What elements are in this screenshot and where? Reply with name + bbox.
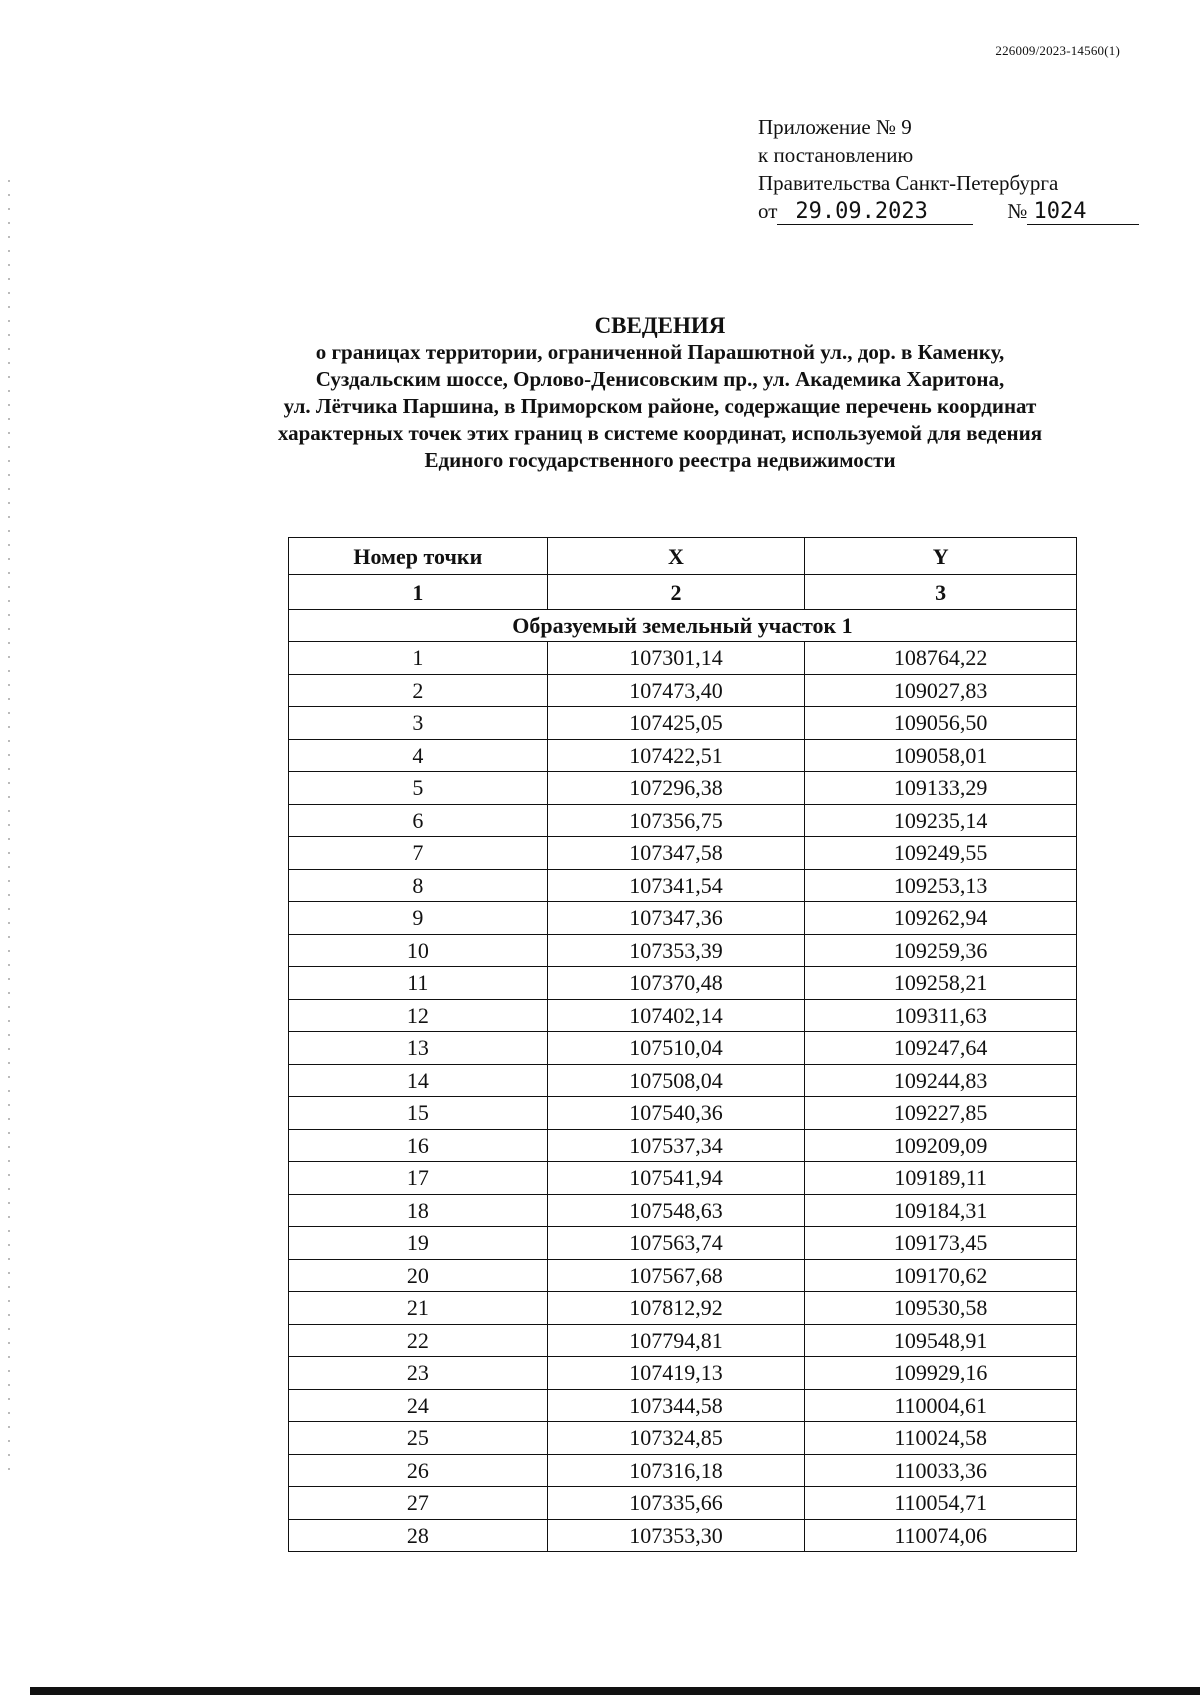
- appendix-block: [758, 113, 1139, 225]
- y-coordinate-cell: 109247,64: [805, 1032, 1077, 1065]
- resolution-number: 1024: [1027, 200, 1139, 225]
- y-coordinate-cell: 109244,83: [805, 1064, 1077, 1097]
- appendix-line-1: Приложение № 9: [758, 115, 912, 139]
- y-coordinate-cell: 109184,31: [805, 1194, 1077, 1227]
- point-number-cell: 6: [289, 804, 548, 837]
- x-coordinate-cell: 107347,58: [547, 837, 805, 870]
- point-number-cell: 5: [289, 772, 548, 805]
- y-coordinate-cell: 109056,50: [805, 707, 1077, 740]
- y-coordinate-cell: 109258,21: [805, 967, 1077, 1000]
- x-coordinate-cell: 107563,74: [547, 1227, 805, 1260]
- table-header-row: [289, 538, 1077, 575]
- table-row: [289, 707, 1077, 740]
- resolution-date: 29.09.2023: [777, 200, 973, 225]
- coordinates-table: [288, 537, 1077, 1552]
- section-row: [289, 610, 1077, 642]
- table-row: [289, 642, 1077, 675]
- table-row: [289, 967, 1077, 1000]
- point-number-cell: 12: [289, 999, 548, 1032]
- y-coordinate-cell: 109133,29: [805, 772, 1077, 805]
- x-coordinate-cell: 107794,81: [547, 1324, 805, 1357]
- number-label: №: [1007, 199, 1028, 223]
- point-number-cell: 23: [289, 1357, 548, 1390]
- table-row: [289, 1292, 1077, 1325]
- point-number-cell: 26: [289, 1454, 548, 1487]
- point-number-cell: 19: [289, 1227, 548, 1260]
- from-label: от: [758, 199, 778, 223]
- y-coordinate-cell: 110054,71: [805, 1487, 1077, 1520]
- table-row: [289, 1519, 1077, 1552]
- point-number-cell: 20: [289, 1259, 548, 1292]
- x-coordinate-cell: 107353,30: [547, 1519, 805, 1552]
- table-row: [289, 837, 1077, 870]
- table-row: [289, 1357, 1077, 1390]
- y-coordinate-cell: 109058,01: [805, 739, 1077, 772]
- point-number-cell: 21: [289, 1292, 548, 1325]
- y-coordinate-cell: 109249,55: [805, 837, 1077, 870]
- y-coordinate-cell: 109548,91: [805, 1324, 1077, 1357]
- table-row: [289, 999, 1077, 1032]
- x-coordinate-cell: 107548,63: [547, 1194, 805, 1227]
- x-coordinate-cell: 107341,54: [547, 869, 805, 902]
- x-coordinate-cell: 107425,05: [547, 707, 805, 740]
- heading-line-5: Единого государственного реестра недвижимости: [424, 448, 896, 472]
- table-row: [289, 902, 1077, 935]
- y-coordinate-cell: 109530,58: [805, 1292, 1077, 1325]
- table-row: [289, 869, 1077, 902]
- point-number-cell: 24: [289, 1389, 548, 1422]
- column-number-1: 1: [289, 575, 548, 610]
- point-number-cell: 27: [289, 1487, 548, 1520]
- heading-line-1: о границах территории, ограниченной Парашютной ул., дор. в Каменку,: [315, 340, 1005, 364]
- appendix-line-2: к постановлению: [758, 143, 914, 167]
- y-coordinate-cell: 109259,36: [805, 934, 1077, 967]
- x-coordinate-cell: 107296,38: [547, 772, 805, 805]
- section-title: Образуемый земельный участок 1: [289, 610, 1077, 642]
- point-number-cell: 10: [289, 934, 548, 967]
- x-coordinate-cell: 107540,36: [547, 1097, 805, 1130]
- column-number-2: 2: [547, 575, 805, 610]
- table-body: [289, 642, 1077, 1552]
- x-coordinate-cell: 107537,34: [547, 1129, 805, 1162]
- point-number-cell: 22: [289, 1324, 548, 1357]
- y-coordinate-cell: 109170,62: [805, 1259, 1077, 1292]
- y-coordinate-cell: 109253,13: [805, 869, 1077, 902]
- heading-title: СВЕДЕНИЯ: [594, 313, 726, 338]
- x-coordinate-cell: 107473,40: [547, 674, 805, 707]
- table-row: [289, 1487, 1077, 1520]
- heading-line-2: Суздальским шоссе, Орлово-Денисовским пр., ул. Академика Харитона,: [315, 367, 1005, 391]
- x-coordinate-cell: 107324,85: [547, 1422, 805, 1455]
- y-coordinate-cell: 109262,94: [805, 902, 1077, 935]
- y-coordinate-cell: 109227,85: [805, 1097, 1077, 1130]
- heading-line-4: характерных точек этих границ в системе координат, используемой для ведения: [277, 421, 1043, 445]
- x-coordinate-cell: 107344,58: [547, 1389, 805, 1422]
- x-coordinate-cell: 107356,75: [547, 804, 805, 837]
- scan-bottom-edge: [30, 1687, 1200, 1695]
- x-coordinate-cell: 107812,92: [547, 1292, 805, 1325]
- y-coordinate-cell: 109189,11: [805, 1162, 1077, 1195]
- table-row: [289, 772, 1077, 805]
- column-number-row: [289, 575, 1077, 610]
- point-number-cell: 8: [289, 869, 548, 902]
- point-number-cell: 9: [289, 902, 548, 935]
- table-row: [289, 1064, 1077, 1097]
- point-number-cell: 17: [289, 1162, 548, 1195]
- heading-line-3: ул. Лётчика Паршина, в Приморском районе, содержащие перечень координат: [283, 394, 1037, 418]
- table-row: [289, 1422, 1077, 1455]
- point-number-cell: 25: [289, 1422, 548, 1455]
- point-number-cell: 15: [289, 1097, 548, 1130]
- point-number-cell: 3: [289, 707, 548, 740]
- header-y: Y: [805, 538, 1077, 575]
- header-point-number: Номер точки: [289, 538, 548, 575]
- table-row: [289, 1227, 1077, 1260]
- table-row: [289, 1194, 1077, 1227]
- x-coordinate-cell: 107316,18: [547, 1454, 805, 1487]
- y-coordinate-cell: 109235,14: [805, 804, 1077, 837]
- x-coordinate-cell: 107419,13: [547, 1357, 805, 1390]
- table-row: [289, 1454, 1077, 1487]
- point-number-cell: 2: [289, 674, 548, 707]
- y-coordinate-cell: 110004,61: [805, 1389, 1077, 1422]
- table-row: [289, 674, 1077, 707]
- table-row: [289, 804, 1077, 837]
- table-row: [289, 1097, 1077, 1130]
- x-coordinate-cell: 107567,68: [547, 1259, 805, 1292]
- point-number-cell: 16: [289, 1129, 548, 1162]
- point-number-cell: 11: [289, 967, 548, 1000]
- y-coordinate-cell: 109929,16: [805, 1357, 1077, 1390]
- table-row: [289, 1129, 1077, 1162]
- x-coordinate-cell: 107402,14: [547, 999, 805, 1032]
- point-number-cell: 13: [289, 1032, 548, 1065]
- x-coordinate-cell: 107510,04: [547, 1032, 805, 1065]
- x-coordinate-cell: 107508,04: [547, 1064, 805, 1097]
- table-row: [289, 1324, 1077, 1357]
- y-coordinate-cell: 109311,63: [805, 999, 1077, 1032]
- document-id: 226009/2023-14560(1): [995, 43, 1120, 58]
- y-coordinate-cell: 110024,58: [805, 1422, 1077, 1455]
- x-coordinate-cell: 107353,39: [547, 934, 805, 967]
- y-coordinate-cell: 108764,22: [805, 642, 1077, 675]
- x-coordinate-cell: 107347,36: [547, 902, 805, 935]
- table-row: [289, 1259, 1077, 1292]
- x-coordinate-cell: 107370,48: [547, 967, 805, 1000]
- table-row: [289, 1162, 1077, 1195]
- appendix-line-3: Правительства Санкт-Петербурга: [758, 171, 1059, 195]
- column-number-3: 3: [805, 575, 1077, 610]
- y-coordinate-cell: 110033,36: [805, 1454, 1077, 1487]
- point-number-cell: 7: [289, 837, 548, 870]
- appendix-date-row: [758, 197, 1139, 225]
- table-row: [289, 1032, 1077, 1065]
- point-number-cell: 18: [289, 1194, 548, 1227]
- x-coordinate-cell: 107541,94: [547, 1162, 805, 1195]
- y-coordinate-cell: 109173,45: [805, 1227, 1077, 1260]
- table-row: [289, 739, 1077, 772]
- y-coordinate-cell: 109027,83: [805, 674, 1077, 707]
- point-number-cell: 14: [289, 1064, 548, 1097]
- table-row: [289, 934, 1077, 967]
- x-coordinate-cell: 107422,51: [547, 739, 805, 772]
- y-coordinate-cell: 110074,06: [805, 1519, 1077, 1552]
- point-number-cell: 28: [289, 1519, 548, 1552]
- x-coordinate-cell: 107301,14: [547, 642, 805, 675]
- point-number-cell: 4: [289, 739, 548, 772]
- x-coordinate-cell: 107335,66: [547, 1487, 805, 1520]
- header-x: X: [547, 538, 805, 575]
- y-coordinate-cell: 109209,09: [805, 1129, 1077, 1162]
- table-row: [289, 1389, 1077, 1422]
- document-heading: [0, 312, 1200, 474]
- point-number-cell: 1: [289, 642, 548, 675]
